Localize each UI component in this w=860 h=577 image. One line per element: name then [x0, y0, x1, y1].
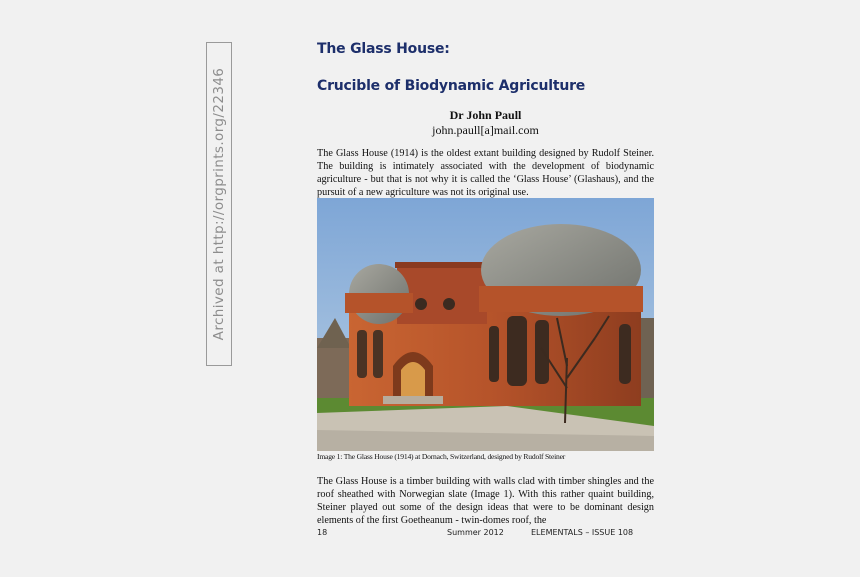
- issue-date: Summer 2012: [447, 528, 504, 537]
- article-title: The Glass House:: [317, 41, 450, 57]
- journal-name: ELEMENTALS – ISSUE 108: [531, 528, 634, 537]
- intro-paragraph: The Glass House (1914) is the oldest extant building designed by Rudolf Steiner. The building is intimately associated with the development of biodynamic agriculture - but that is not why it is called the ‘Glass House’ (Glashaus), and the pursuit of a new agriculture was not its original use.: [317, 148, 654, 199]
- archive-stamp-text: Archived at http://orgprints.org/22346: [211, 67, 227, 341]
- page-number: 18: [317, 528, 328, 537]
- author-email: john.paull[a]mail.com: [432, 123, 539, 137]
- glass-house-photo: [317, 198, 654, 451]
- image-caption: Image 1: The Glass House (1914) at Dornach, Switzerland, designed by Rudolf Steiner: [317, 452, 566, 461]
- archive-stamp: [206, 42, 232, 366]
- body-paragraph: The Glass House is a timber building with walls clad with timber shingles and the roof sheathed with Norwegian slate (Image 1). With this rather quaint building, Steiner played out some of the design ideas that were to be dominant design elements of the first Goetheanum - twin-domes roof, the: [317, 476, 654, 527]
- author-name: Dr John Paull: [449, 108, 522, 122]
- article-subtitle: Crucible of Biodynamic Agriculture: [317, 78, 586, 94]
